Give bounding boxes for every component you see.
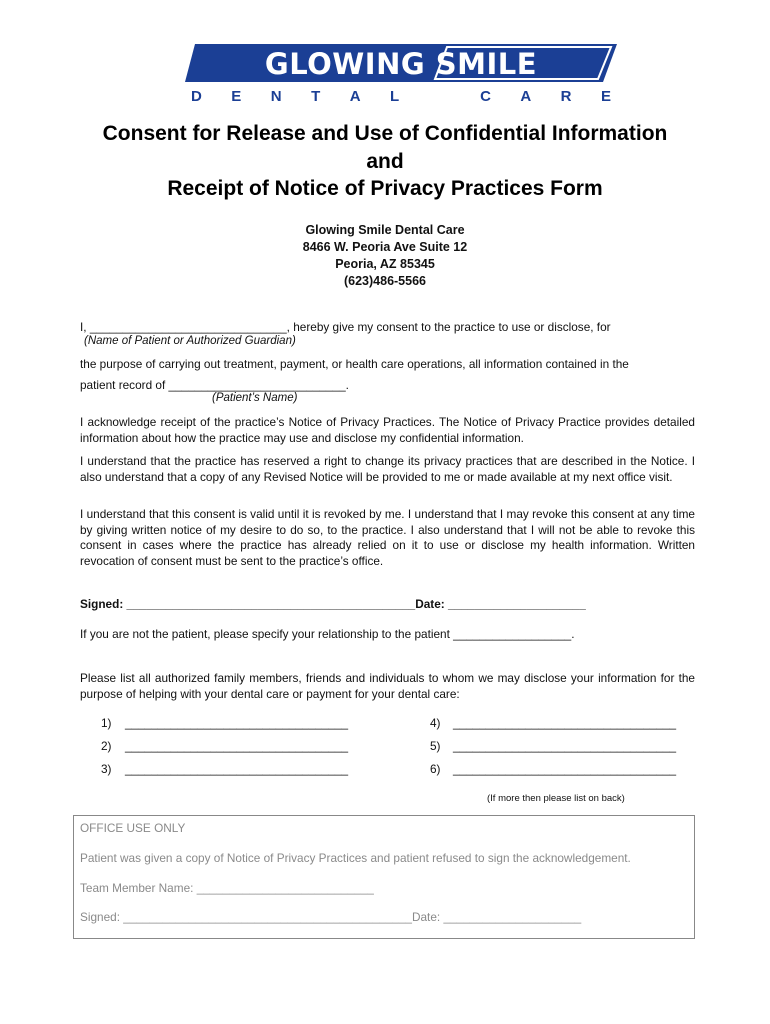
form-title-line2: and bbox=[366, 150, 404, 173]
consent-line-2: the purpose of carrying out treatment, payment, or health care operations, all information contained in the bbox=[80, 357, 629, 371]
list-number: 1) bbox=[101, 716, 112, 730]
logo-subtitle bbox=[185, 88, 617, 105]
logo-letter: A bbox=[349, 88, 361, 105]
paragraph-acknowledge: I acknowledge receipt of the practice’s Notice of Privacy Practices. The Notice of Privacy Practice provides detailed information about how the practice may use and disclose my confidential information. bbox=[80, 415, 695, 445]
authorized-entry-6[interactable]: __________________________________ bbox=[453, 762, 677, 776]
practice-phone: (623)486-5566 bbox=[343, 274, 426, 288]
authorized-entry-2[interactable]: __________________________________ bbox=[125, 739, 349, 753]
logo-letter: N bbox=[270, 88, 282, 105]
list-number: 4) bbox=[430, 716, 441, 730]
office-signed-date-line[interactable]: Signed: ____________________________________________Date: _____________________ bbox=[80, 910, 582, 924]
consent-line-1: I, ______________________________, hereby give my consent to the practice to use or disclose, for bbox=[80, 320, 611, 334]
paragraph-changes: I understand that the practice has reserved a right to change its privacy practices that are described in the Notice. I also understand that a copy of any Revised Notice will be provided to me or made available at my next office visit. bbox=[80, 454, 695, 484]
form-title-line3: Receipt of Notice of Privacy Practices Form bbox=[167, 177, 603, 200]
logo-letter: T bbox=[311, 88, 321, 105]
list-overflow-note: (If more then please list on back) bbox=[487, 793, 625, 804]
practice-logo bbox=[185, 44, 617, 108]
logo-letter: L bbox=[389, 88, 400, 105]
list-number: 2) bbox=[101, 739, 112, 753]
signature-date-line[interactable]: Signed: ____________________________________________Date: _____________________ bbox=[80, 597, 586, 611]
team-member-name-line[interactable]: Team Member Name: ___________________________ bbox=[80, 881, 374, 895]
logo-brand-text: GLOWING SMILE bbox=[264, 47, 538, 81]
logo-letter: A bbox=[520, 88, 532, 105]
practice-city: Peoria, AZ 85345 bbox=[335, 257, 435, 271]
patient-record-caption: (Patient’s Name) bbox=[212, 392, 298, 404]
logo-letter: D bbox=[191, 88, 202, 105]
list-number: 6) bbox=[430, 762, 441, 776]
authorized-entry-3[interactable]: __________________________________ bbox=[125, 762, 349, 776]
logo-letter: E bbox=[600, 88, 611, 105]
authorized-entry-4[interactable]: __________________________________ bbox=[453, 716, 677, 730]
authorized-entry-1[interactable]: __________________________________ bbox=[125, 716, 349, 730]
logo-letter: E bbox=[231, 88, 242, 105]
patient-name-caption: (Name of Patient or Authorized Guardian) bbox=[84, 335, 296, 347]
form-title-line1: Consent for Release and Use of Confidential Information bbox=[102, 122, 668, 145]
authorized-intro: Please list all authorized family members, friends and individuals to whom we may disclose your information for the purpose of helping with your dental care or payment for your dental care: bbox=[80, 671, 695, 701]
list-number: 5) bbox=[430, 739, 441, 753]
authorized-entry-5[interactable]: __________________________________ bbox=[453, 739, 677, 753]
office-use-heading: OFFICE USE ONLY bbox=[80, 821, 186, 835]
practice-street: 8466 W. Peoria Ave Suite 12 bbox=[302, 240, 468, 254]
relationship-line[interactable]: If you are not the patient, please specify your relationship to the patient __________________. bbox=[80, 627, 575, 641]
list-number: 3) bbox=[101, 762, 112, 776]
consent-line-3: patient record of ___________________________. bbox=[80, 378, 349, 392]
paragraph-revoke: I understand that this consent is valid until it is revoked by me. I understand that I may revoke this consent at any time by giving written notice of my desire to do so, to the practice. I also understand that I will not be able to revoke this consent in cases where the practice has already relied on it to use or disclose my health information. Written revocation of consent must be sent to the practice’s office. bbox=[80, 507, 695, 568]
practice-name: Glowing Smile Dental Care bbox=[305, 223, 465, 237]
logo-letter: R bbox=[560, 88, 572, 105]
office-refused-statement: Patient was given a copy of Notice of Privacy Practices and patient refused to sign the acknowledgement. bbox=[80, 851, 631, 865]
logo-letter: C bbox=[480, 88, 491, 105]
